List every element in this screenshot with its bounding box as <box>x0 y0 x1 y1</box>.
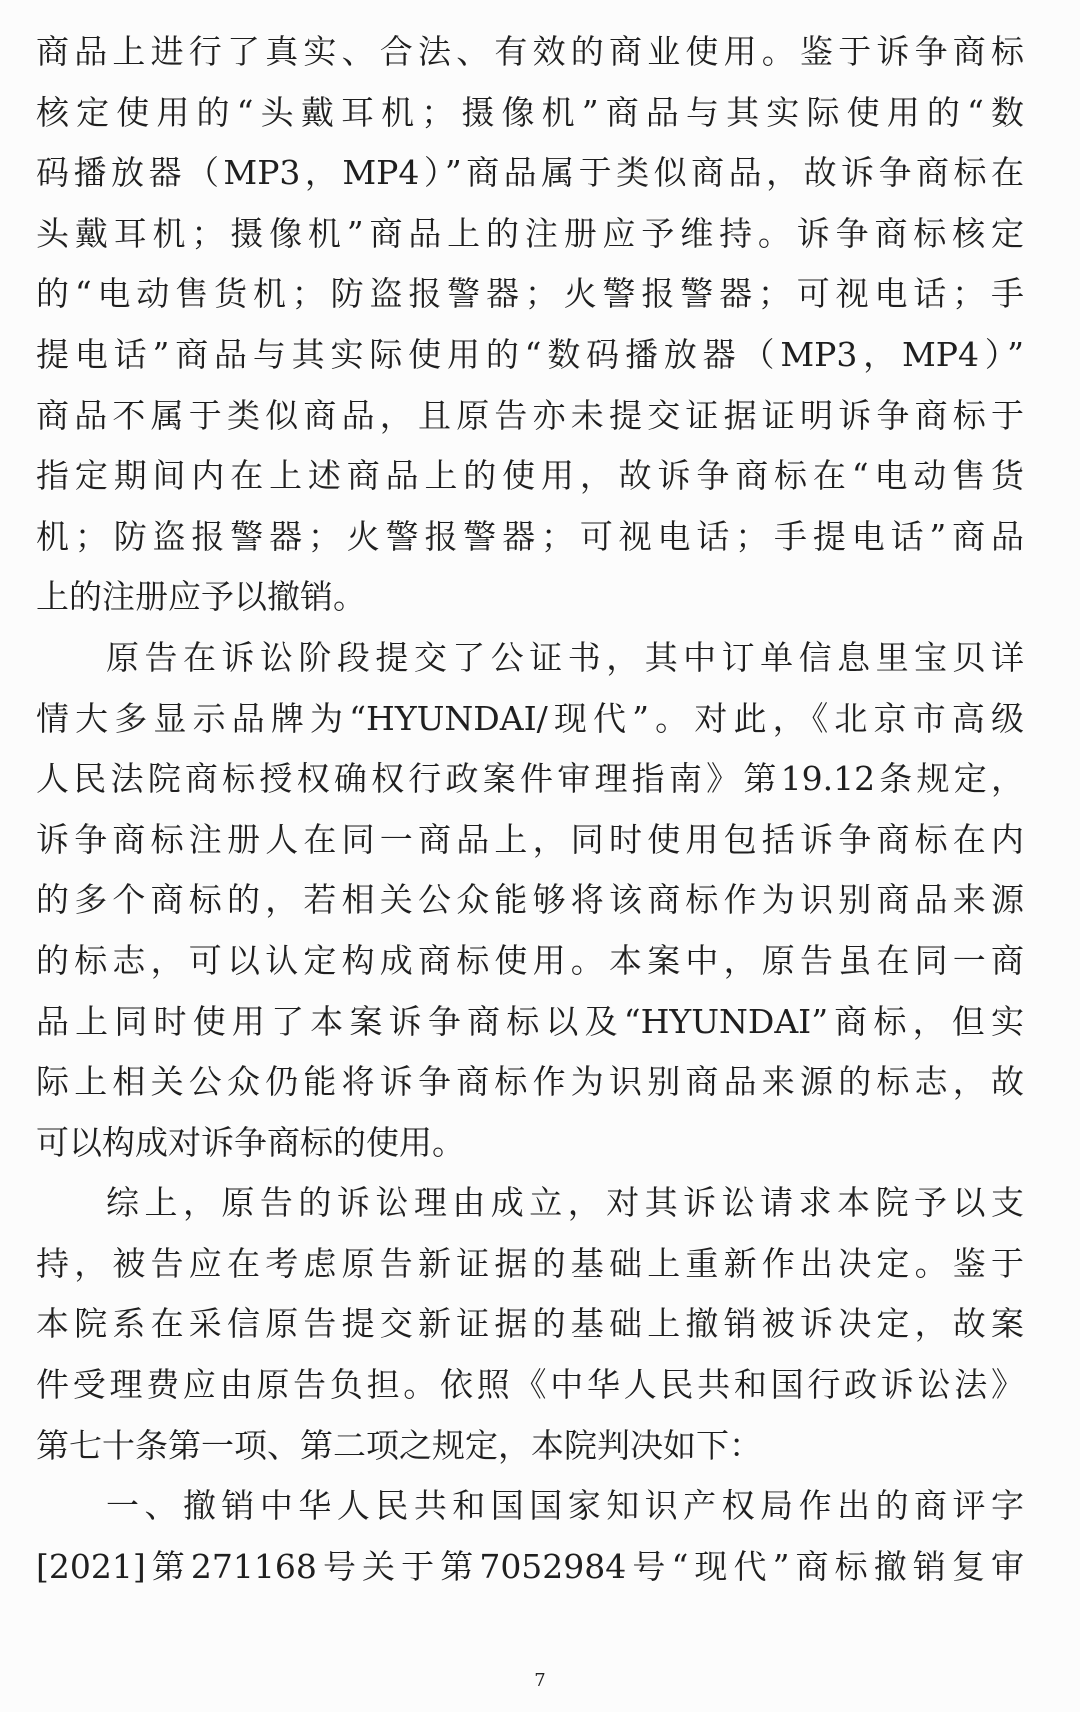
text-line: 的多个商标的，若相关公众能够将该商标作为识别商品来源 <box>36 880 1024 920</box>
text-line: 码播放器（MP3，MP4）”商品属于类似商品，故诉争商标在 <box>36 153 1024 193</box>
page-number: 7 <box>534 1670 546 1691</box>
text-line: 持，被告应在考虑原告新证据的基础上重新作出决定。鉴于 <box>36 1243 1024 1283</box>
text-line: 上的注册应予以撤销。 <box>36 577 366 617</box>
text-line: 商品上进行了真实、合法、有效的商业使用。鉴于诉争商标 <box>36 32 1024 71</box>
text-line: 本院系在采信原告提交新证据的基础上撤销被诉决定，故案 <box>36 1304 1024 1344</box>
text-line: 的“电动售货机；防盗报警器；火警报警器；可视电话；手 <box>36 274 1024 314</box>
text-line: 头戴耳机；摄像机”商品上的注册应予维持。诉争商标核定 <box>36 213 1024 253</box>
text-line: 核定使用的“头戴耳机；摄像机”商品与其实际使用的“数 <box>36 92 1024 132</box>
text-line: [2021]第271168号关于第7052984号“现代”商标撤销复审 <box>36 1546 1024 1586</box>
text-line: 诉争商标注册人在同一商品上，同时使用包括诉争商标在内 <box>36 819 1024 859</box>
text-line: 人民法院商标授权确权行政案件审理指南》第19.12条规定， <box>36 759 1024 799</box>
paragraph-start-line: 原告在诉讼阶段提交了公证书，其中订单信息里宝贝详 <box>106 637 1024 677</box>
text-line: 情大多显示品牌为“HYUNDAI/现代”。对此，《北京市高级 <box>36 698 1024 738</box>
text-line: 指定期间内在上述商品上的使用，故诉争商标在“电动售货 <box>36 456 1024 496</box>
paragraph-start-line: 一、撤销中华人民共和国国家知识产权局作出的商评字 <box>106 1486 1024 1526</box>
text-line: 的标志，可以认定构成商标使用。本案中，原告虽在同一商 <box>36 940 1024 980</box>
body-text <box>36 22 1024 1597</box>
text-line: 提电话”商品与其实际使用的“数码播放器（MP3，MP4）” <box>36 334 1024 374</box>
text-line: 机；防盗报警器；火警报警器；可视电话；手提电话”商品 <box>36 516 1024 556</box>
text-line: 商品不属于类似商品，且原告亦未提交证据证明诉争商标于 <box>36 395 1024 435</box>
text-line: 可以构成对诉争商标的使用。 <box>36 1122 465 1162</box>
text-line: 第七十条第一项、第二项之规定，本院判决如下： <box>36 1425 762 1465</box>
paragraph-start-line: 综上，原告的诉讼理由成立，对其诉讼请求本院予以支 <box>106 1183 1024 1223</box>
text-line: 际上相关公众仍能将诉争商标作为识别商品来源的标志，故 <box>36 1062 1024 1102</box>
text-line: 件受理费应由原告负担。依照《中华人民共和国行政诉讼法》 <box>36 1365 1024 1405</box>
text-line: 品上同时使用了本案诉争商标以及“HYUNDAI”商标，但实 <box>36 1001 1024 1041</box>
